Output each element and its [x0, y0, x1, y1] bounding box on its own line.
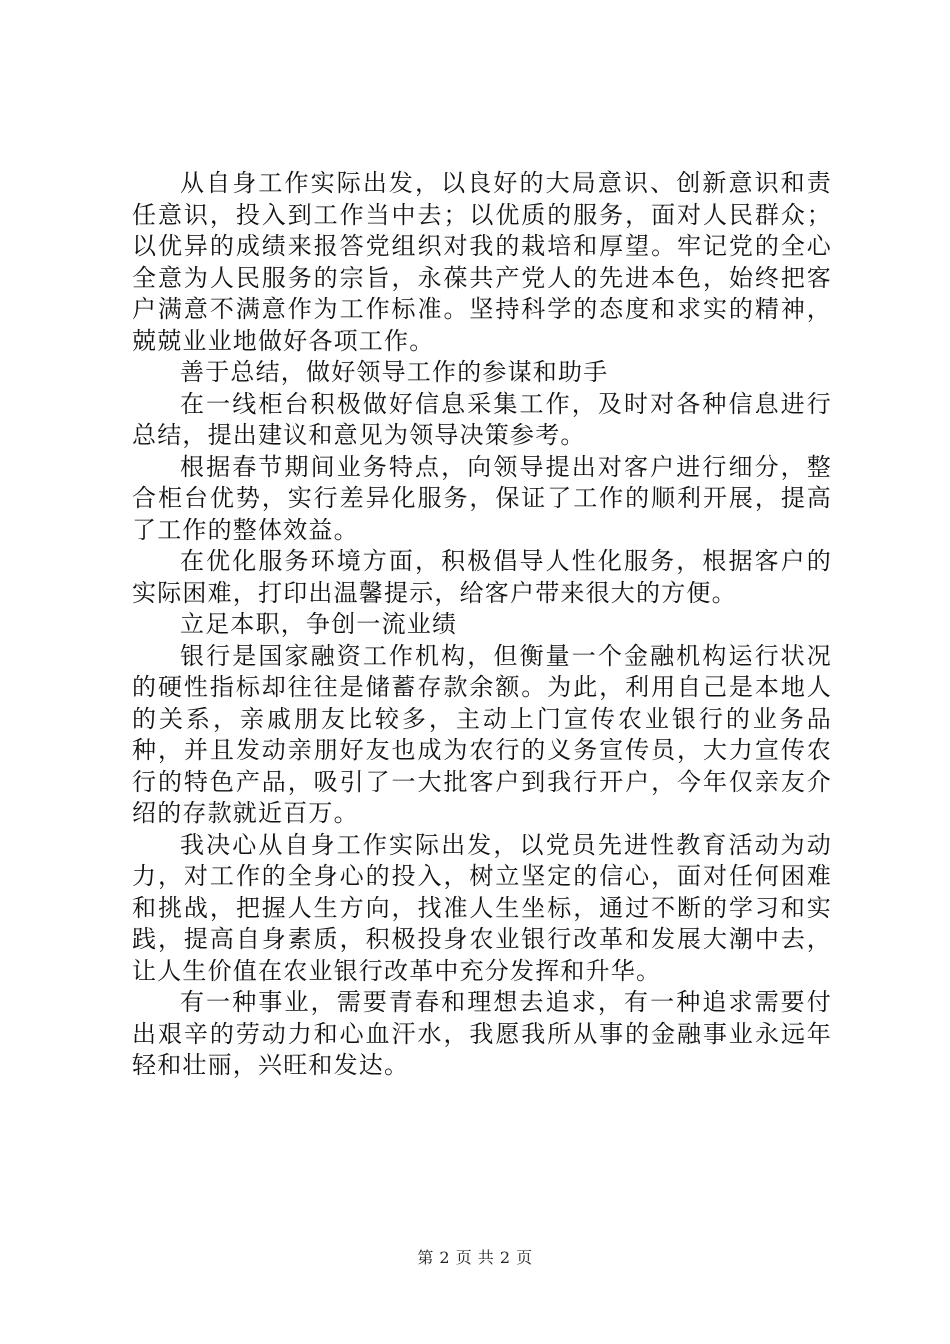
paragraph-deposits: 银行是国家融资工作机构，但衡量一个金融机构运行状况的硬性指标却往往是储蓄存款余额。为此，利用自己是本地人的关系，亲戚朋友比较多，主动上门宣传农业银行的业务品种，并且发动亲朋好友也成为农行的义务宣传员，大力宣传农行的特色产品，吸引了一大批客户到我行开户，今年仅亲友介绍的存款就近百万。: [132, 641, 832, 827]
paragraph-spring-festival: 根据春节期间业务特点，向领导提出对客户进行细分，整合柜台优势，实行差异化服务，保证了工作的顺利开展，提高了工作的整体效益。: [132, 452, 832, 544]
document-body: [132, 168, 832, 1082]
paragraph-determination: 我决心从自身工作实际出发，以党员先进性教育活动为动力，对工作的全身心的投入，树立坚定的信心，面对任何困难和挑战，把握人生方向，找准人生坐标，通过不断的学习和实践，提高自身素质，积极投身农业银行改革和发展大潮中去，让人生价值在农业银行改革中充分发挥和升华。: [132, 830, 832, 985]
section-heading-performance: 立足本职，争创一流业绩: [180, 610, 458, 638]
page-footer: 第 2 页 共 2 页: [417, 1248, 533, 1267]
paragraph-service-environment: 在优化服务环境方面，积极倡导人性化服务，根据客户的实际困难，打印出温馨提示，给客户带来很大的方便。: [132, 547, 832, 607]
paragraph-closing: 有一种事业，需要青春和理想去追求，有一种追求需要付出艰辛的劳动力和心血汗水，我愿我所从事的金融事业永远年轻和壮丽，兴旺和发达。: [132, 988, 832, 1079]
paragraph-work-attitude: 从自身工作实际出发，以良好的大局意识、创新意识和责任意识，投入到工作当中去；以优质的服务，面对人民群众；以优异的成绩来报答党组织对我的栽培和厚望。牢记党的全心全意为人民服务的宗旨，永葆共产党人的先进本色，始终把客户满意不满意作为工作标准。坚持科学的态度和求实的精神，兢兢业业地做好各项工作。: [132, 169, 832, 355]
section-heading-summary: 善于总结，做好领导工作的参谋和助手: [180, 358, 609, 386]
paragraph-information-collection: 在一线柜台积极做好信息采集工作，及时对各种信息进行总结，提出建议和意见为领导决策参考。: [132, 389, 832, 449]
